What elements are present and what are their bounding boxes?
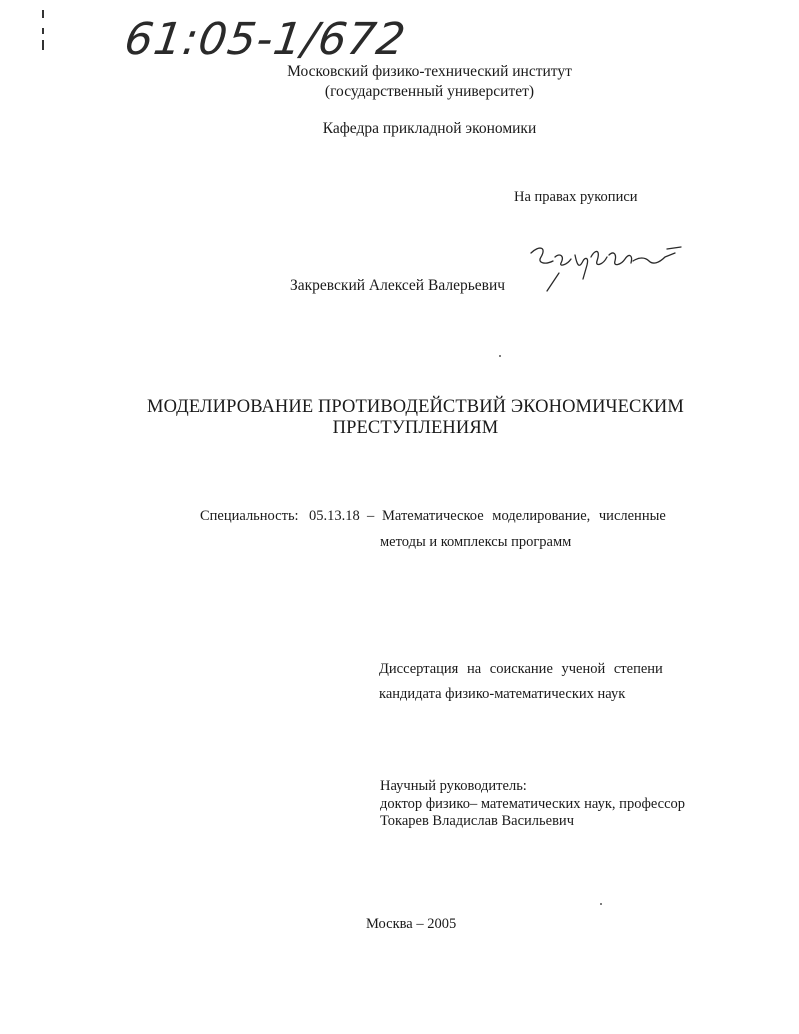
scan-speck — [499, 355, 501, 357]
author-signature — [525, 235, 705, 295]
institute-name: Московский физико-технический институт — [287, 63, 572, 80]
institute-status: (государственный университет) — [324, 83, 535, 100]
specialty-dash: – — [367, 508, 375, 524]
handwritten-catalog-number: 61:05-1/672 — [121, 14, 410, 65]
manuscript-rights-note: На правах рукописи — [514, 189, 638, 205]
advisor-name: Токарев Владислав Васильевич — [380, 813, 574, 829]
advisor-degree: доктор физико– математических наук, профессор — [380, 796, 686, 812]
specialty-label: Специальность: — [200, 508, 299, 524]
specialty-description-line1: Математическое моделирование, численные — [382, 508, 666, 524]
city-year: Москва – 2005 — [366, 916, 457, 932]
margin-mark-top — [42, 10, 44, 18]
specialty-description-line2: методы и комплексы программ — [380, 534, 572, 550]
author-name: Закревский Алексей Валерьевич — [290, 277, 506, 294]
dissertation-title-line2: ПРЕСТУПЛЕНИЯМ — [332, 418, 499, 438]
department-name: Кафедра прикладной экономики — [322, 120, 537, 137]
dissertation-degree-line1: Диссертация на соискание ученой степени — [379, 661, 663, 677]
margin-mark-bottom — [42, 40, 44, 50]
advisor-label: Научный руководитель: — [380, 778, 527, 794]
margin-mark-middle — [42, 28, 44, 34]
dissertation-title-line1: МОДЕЛИРОВАНИЕ ПРОТИВОДЕЙСТВИЙ ЭКОНОМИЧЕСКИМ — [147, 397, 684, 417]
dissertation-degree-line2: кандидата физико-математических наук — [379, 686, 626, 702]
specialty-code: 05.13.18 — [309, 508, 360, 524]
scan-speck — [600, 903, 602, 905]
